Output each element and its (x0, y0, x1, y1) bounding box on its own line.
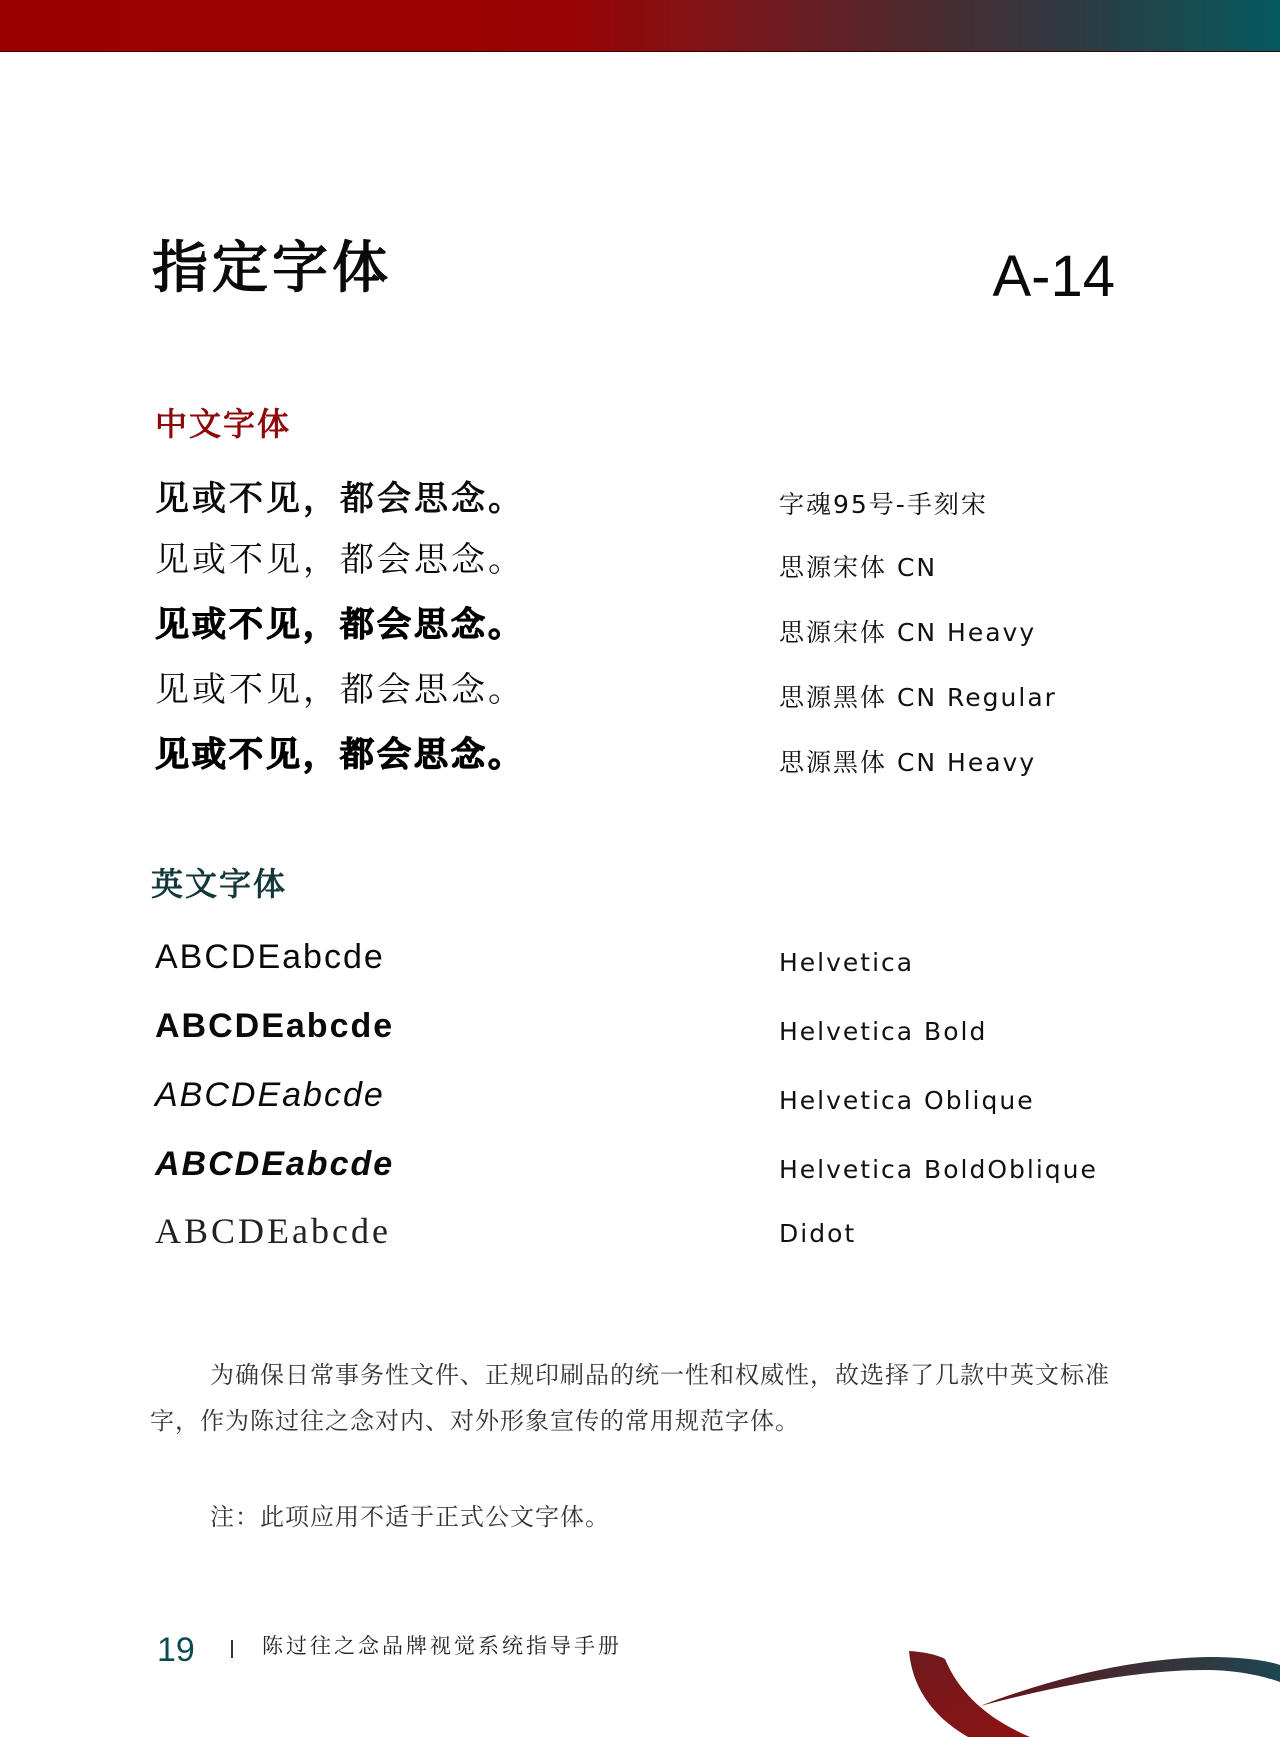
font-name-label: 思源宋体 CN (779, 553, 938, 582)
font-name-label: Helvetica Oblique (779, 1086, 1035, 1115)
font-name-label: 思源宋体 CN Heavy (779, 618, 1037, 647)
manual-title: 陈过往之念品牌视觉系统指导手册 (262, 1634, 622, 1658)
font-sample-row (0, 1078, 1280, 1128)
font-name-label: 字魂95号-手刻宋 (779, 490, 988, 519)
font-name-label: Helvetica BoldOblique (779, 1155, 1098, 1184)
usage-note: 注：此项应用不适于正式公文字体。 (210, 1503, 610, 1531)
section-title-english-fonts: 英文字体 (151, 865, 288, 903)
font-name-label: 思源黑体 CN Heavy (779, 748, 1037, 777)
font-sample-text: ABCDEabcde (155, 1076, 385, 1114)
header-gradient-bar (0, 0, 1280, 52)
footer-separator (231, 1640, 233, 1658)
font-sample-row (0, 540, 1280, 593)
font-sample-text: 见或不见，都会思念。 (155, 670, 525, 710)
font-name-label: 思源黑体 CN Regular (779, 683, 1057, 712)
font-sample-text: 见或不见，都会思念。 (155, 479, 525, 519)
font-name-label: Didot (779, 1219, 857, 1248)
font-sample-row (0, 605, 1280, 658)
font-sample-row (0, 479, 1280, 532)
decorative-swoosh-icon (880, 1620, 1280, 1737)
font-sample-text: ABCDEabcde (155, 1007, 395, 1045)
font-name-label: Helvetica Bold (779, 1017, 988, 1046)
font-sample-text: ABCDEabcde (155, 1145, 395, 1183)
font-sample-row (0, 735, 1280, 788)
page-number: 19 (157, 1631, 195, 1669)
font-sample-row (0, 1147, 1280, 1197)
font-sample-row (0, 940, 1280, 990)
font-sample-text: 见或不见，都会思念。 (155, 605, 525, 645)
font-sample-text: ABCDEabcde (155, 1211, 391, 1251)
description-paragraph: 为确保日常事务性文件、正规印刷品的统一性和权威性，故选择了几款中英文标准字，作为陈过往之念对内、对外形象宣传的常用规范字体。 (150, 1361, 1110, 1435)
font-sample-text: ABCDEabcde (155, 938, 385, 976)
font-sample-row (0, 1213, 1280, 1263)
page-code: A-14 (992, 244, 1115, 309)
page-title: 指定字体 (152, 235, 392, 301)
font-name-label: Helvetica (779, 948, 915, 977)
font-sample-row (0, 1009, 1280, 1059)
section-title-chinese-fonts: 中文字体 (155, 405, 292, 443)
font-sample-text: 见或不见，都会思念。 (155, 735, 525, 775)
font-sample-row (0, 670, 1280, 723)
font-sample-text: 见或不见，都会思念。 (155, 540, 525, 580)
